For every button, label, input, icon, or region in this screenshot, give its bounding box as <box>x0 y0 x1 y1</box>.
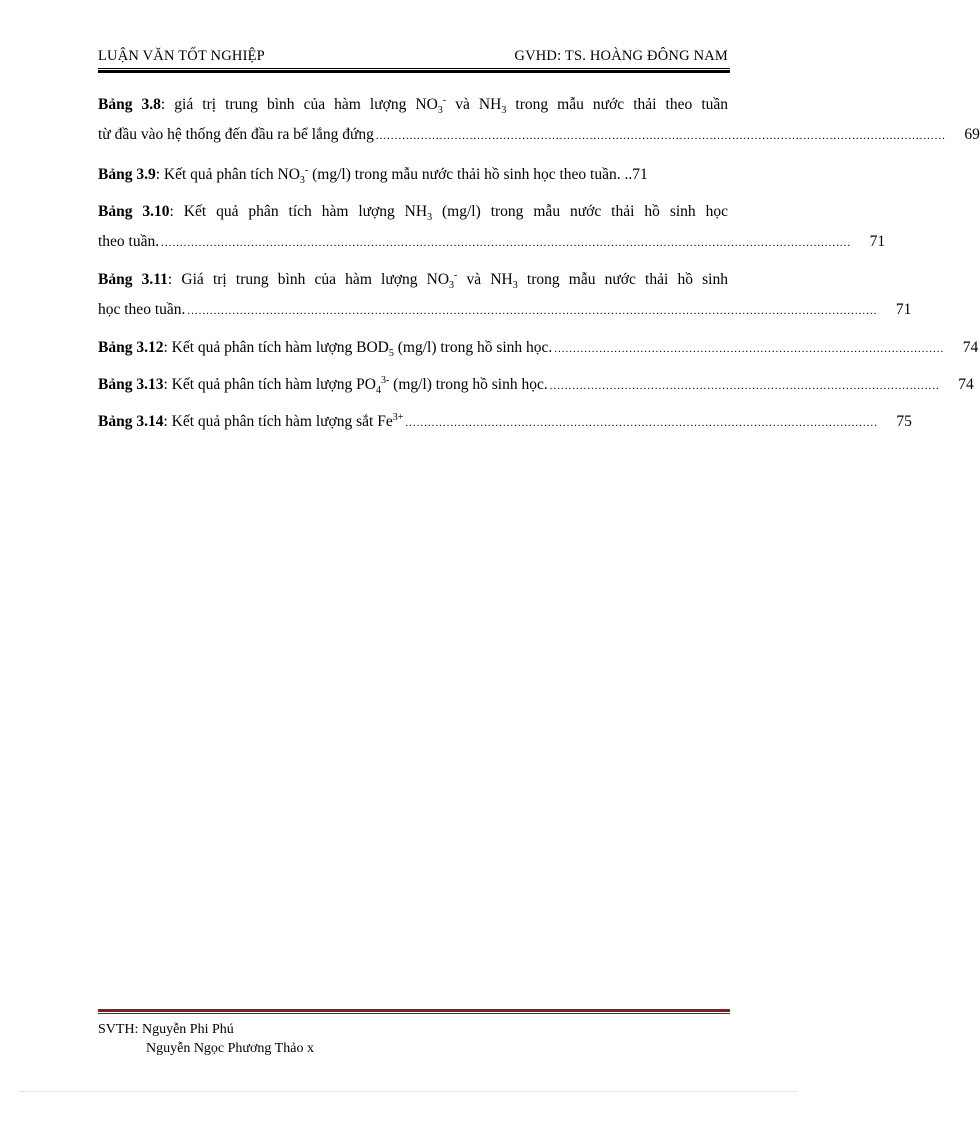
dot-leader: ........................................................................................................ <box>554 343 945 355</box>
advisor-name: GVHD: TS. HOÀNG ĐÔNG NAM <box>514 48 728 64</box>
dot-leader: ........................................................................................................ <box>549 380 940 392</box>
toc-page-number: 71 <box>895 301 912 318</box>
footer-prefix: SVTH: <box>98 1022 139 1037</box>
header-rule <box>98 68 730 73</box>
thesis-title: LUẬN VĂN TỐT NGHIỆP <box>98 48 265 64</box>
toc-label: Bảng 3.13 <box>98 376 164 393</box>
page-header <box>98 48 728 68</box>
student-name-2: Nguyễn Ngọc Phương Thảo x <box>146 1041 314 1056</box>
page-edge <box>20 1091 796 1092</box>
toc-label: Bảng 3.12 <box>98 339 164 356</box>
toc-text-continued: từ đầu vào hệ thống đến đầu ra bể lắng đứng <box>98 126 374 143</box>
toc-page-number: 71 <box>632 166 648 183</box>
dot-leader: .............................................................................................................................. <box>405 417 878 429</box>
dot-leader: ........................................................................................................................................................................................ <box>161 237 852 249</box>
toc-label: Bảng 3.11 <box>98 271 168 288</box>
toc-label: Bảng 3.14 <box>98 413 164 430</box>
toc-page-number: 74 <box>962 339 979 356</box>
toc-page-number: 69 <box>964 126 980 143</box>
dot-leader: ........................................................................................................................................................................................ <box>187 305 878 317</box>
footer-rule <box>98 1009 730 1014</box>
toc-label: Bảng 3.9 <box>98 166 156 183</box>
dot-leader: ........................................................................................................................................................ <box>375 130 946 142</box>
student-name-1: Nguyễn Phi Phú <box>141 1022 234 1037</box>
toc-page-number: 74 <box>958 376 974 393</box>
toc-label: Bảng 3.10 <box>98 203 170 220</box>
toc-label: Bảng 3.8 <box>98 96 161 113</box>
toc-page-number: 71 <box>869 233 886 250</box>
toc-page-number: 75 <box>896 413 912 430</box>
page-footer <box>98 1020 314 1058</box>
